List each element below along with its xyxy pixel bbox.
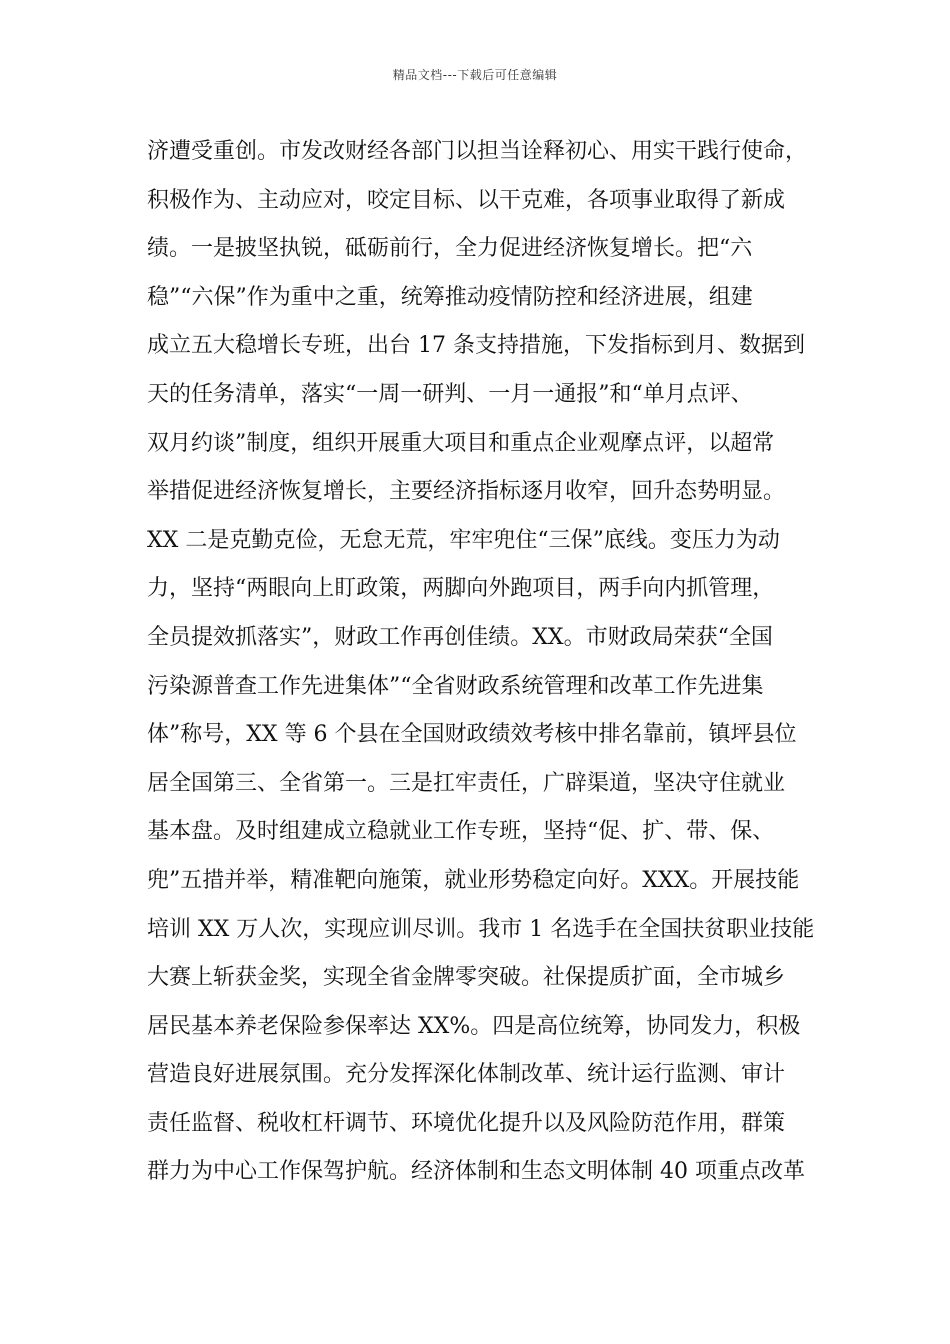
text-line: 群力为中心工作保驾护航。经济体制和生态文明体制 40 项重点改革: [147, 1159, 805, 1185]
text-line: 稳”“六保”作为重中之重，统筹推动疫情防控和经济进展，组建: [147, 284, 753, 310]
text-line: XX 二是克勤克俭，无怠无荒，牢牢兜住“三保”底线。变压力为动: [147, 527, 780, 553]
text-line: 责任监督、税收杠杆调节、环境优化提升以及风险防范作用，群策: [147, 1110, 786, 1136]
text-line: 污染源普查工作先进集体”“全省财政系统管理和改革工作先进集: [147, 673, 764, 699]
text-line: 大赛上斩获金奖，实现全省金牌零突破。社保提质扩面，全市城乡: [147, 965, 786, 991]
text-line: 成立五大稳增长专班，出台 17 条支持措施，下发指标到月、数据到: [147, 333, 805, 359]
text-line: 全员提效抓落实”，财政工作再创佳绩。XX。市财政局荣获“全国: [147, 624, 773, 650]
text-line: 力，坚持“两眼向上盯政策，两脚向外跑项目，两手向内抓管理，: [147, 576, 775, 602]
body-paragraph: [147, 128, 827, 1197]
text-line: 培训 XX 万人次，实现应训尽训。我市 1 名选手在全国扶贫职业技能: [147, 916, 815, 942]
text-line: 绩。一是披坚执锐，砥砺前行，全力促进经济恢复增长。把“六: [147, 236, 753, 262]
text-line: 济遭受重创。市发改财经各部门以担当诠释初心、用实干践行使命，: [147, 139, 808, 164]
text-line: 居民基本养老保险参保率达 XX%。四是高位统筹，协同发力，积极: [147, 1013, 801, 1039]
text-line: 居全国第三、全省第一。三是扛牢责任，广辟渠道，坚决守住就业: [147, 770, 786, 796]
page-header: 精品文档---下载后可任意编辑: [392, 68, 558, 82]
text-line: 天的任务清单，落实“一周一研判、一月一通报”和“单月点评、: [147, 381, 753, 407]
text-line: 体”称号，XX 等 6 个县在全国财政绩效考核中排名靠前，镇坪县位: [147, 722, 797, 748]
text-line: 基本盘。及时组建成立稳就业工作专班，坚持“促、扩、带、保、: [147, 819, 775, 845]
text-line: 举措促进经济恢复增长，主要经济指标逐月收窄，回升态势明显。: [147, 479, 786, 505]
text-line: 积极作为、主动应对，咬定目标、以干克难，各项事业取得了新成: [147, 187, 786, 213]
text-line: 双月约谈”制度，组织开展重大项目和重点企业观摩点评，以超常: [147, 430, 775, 456]
text-line: 兜”五措并举，精准靶向施策，就业形势稳定向好。XXX。开展技能: [147, 867, 800, 893]
text-line: 营造良好进展氛围。充分发挥深化体制改革、统计运行监测、审计: [147, 1062, 786, 1088]
